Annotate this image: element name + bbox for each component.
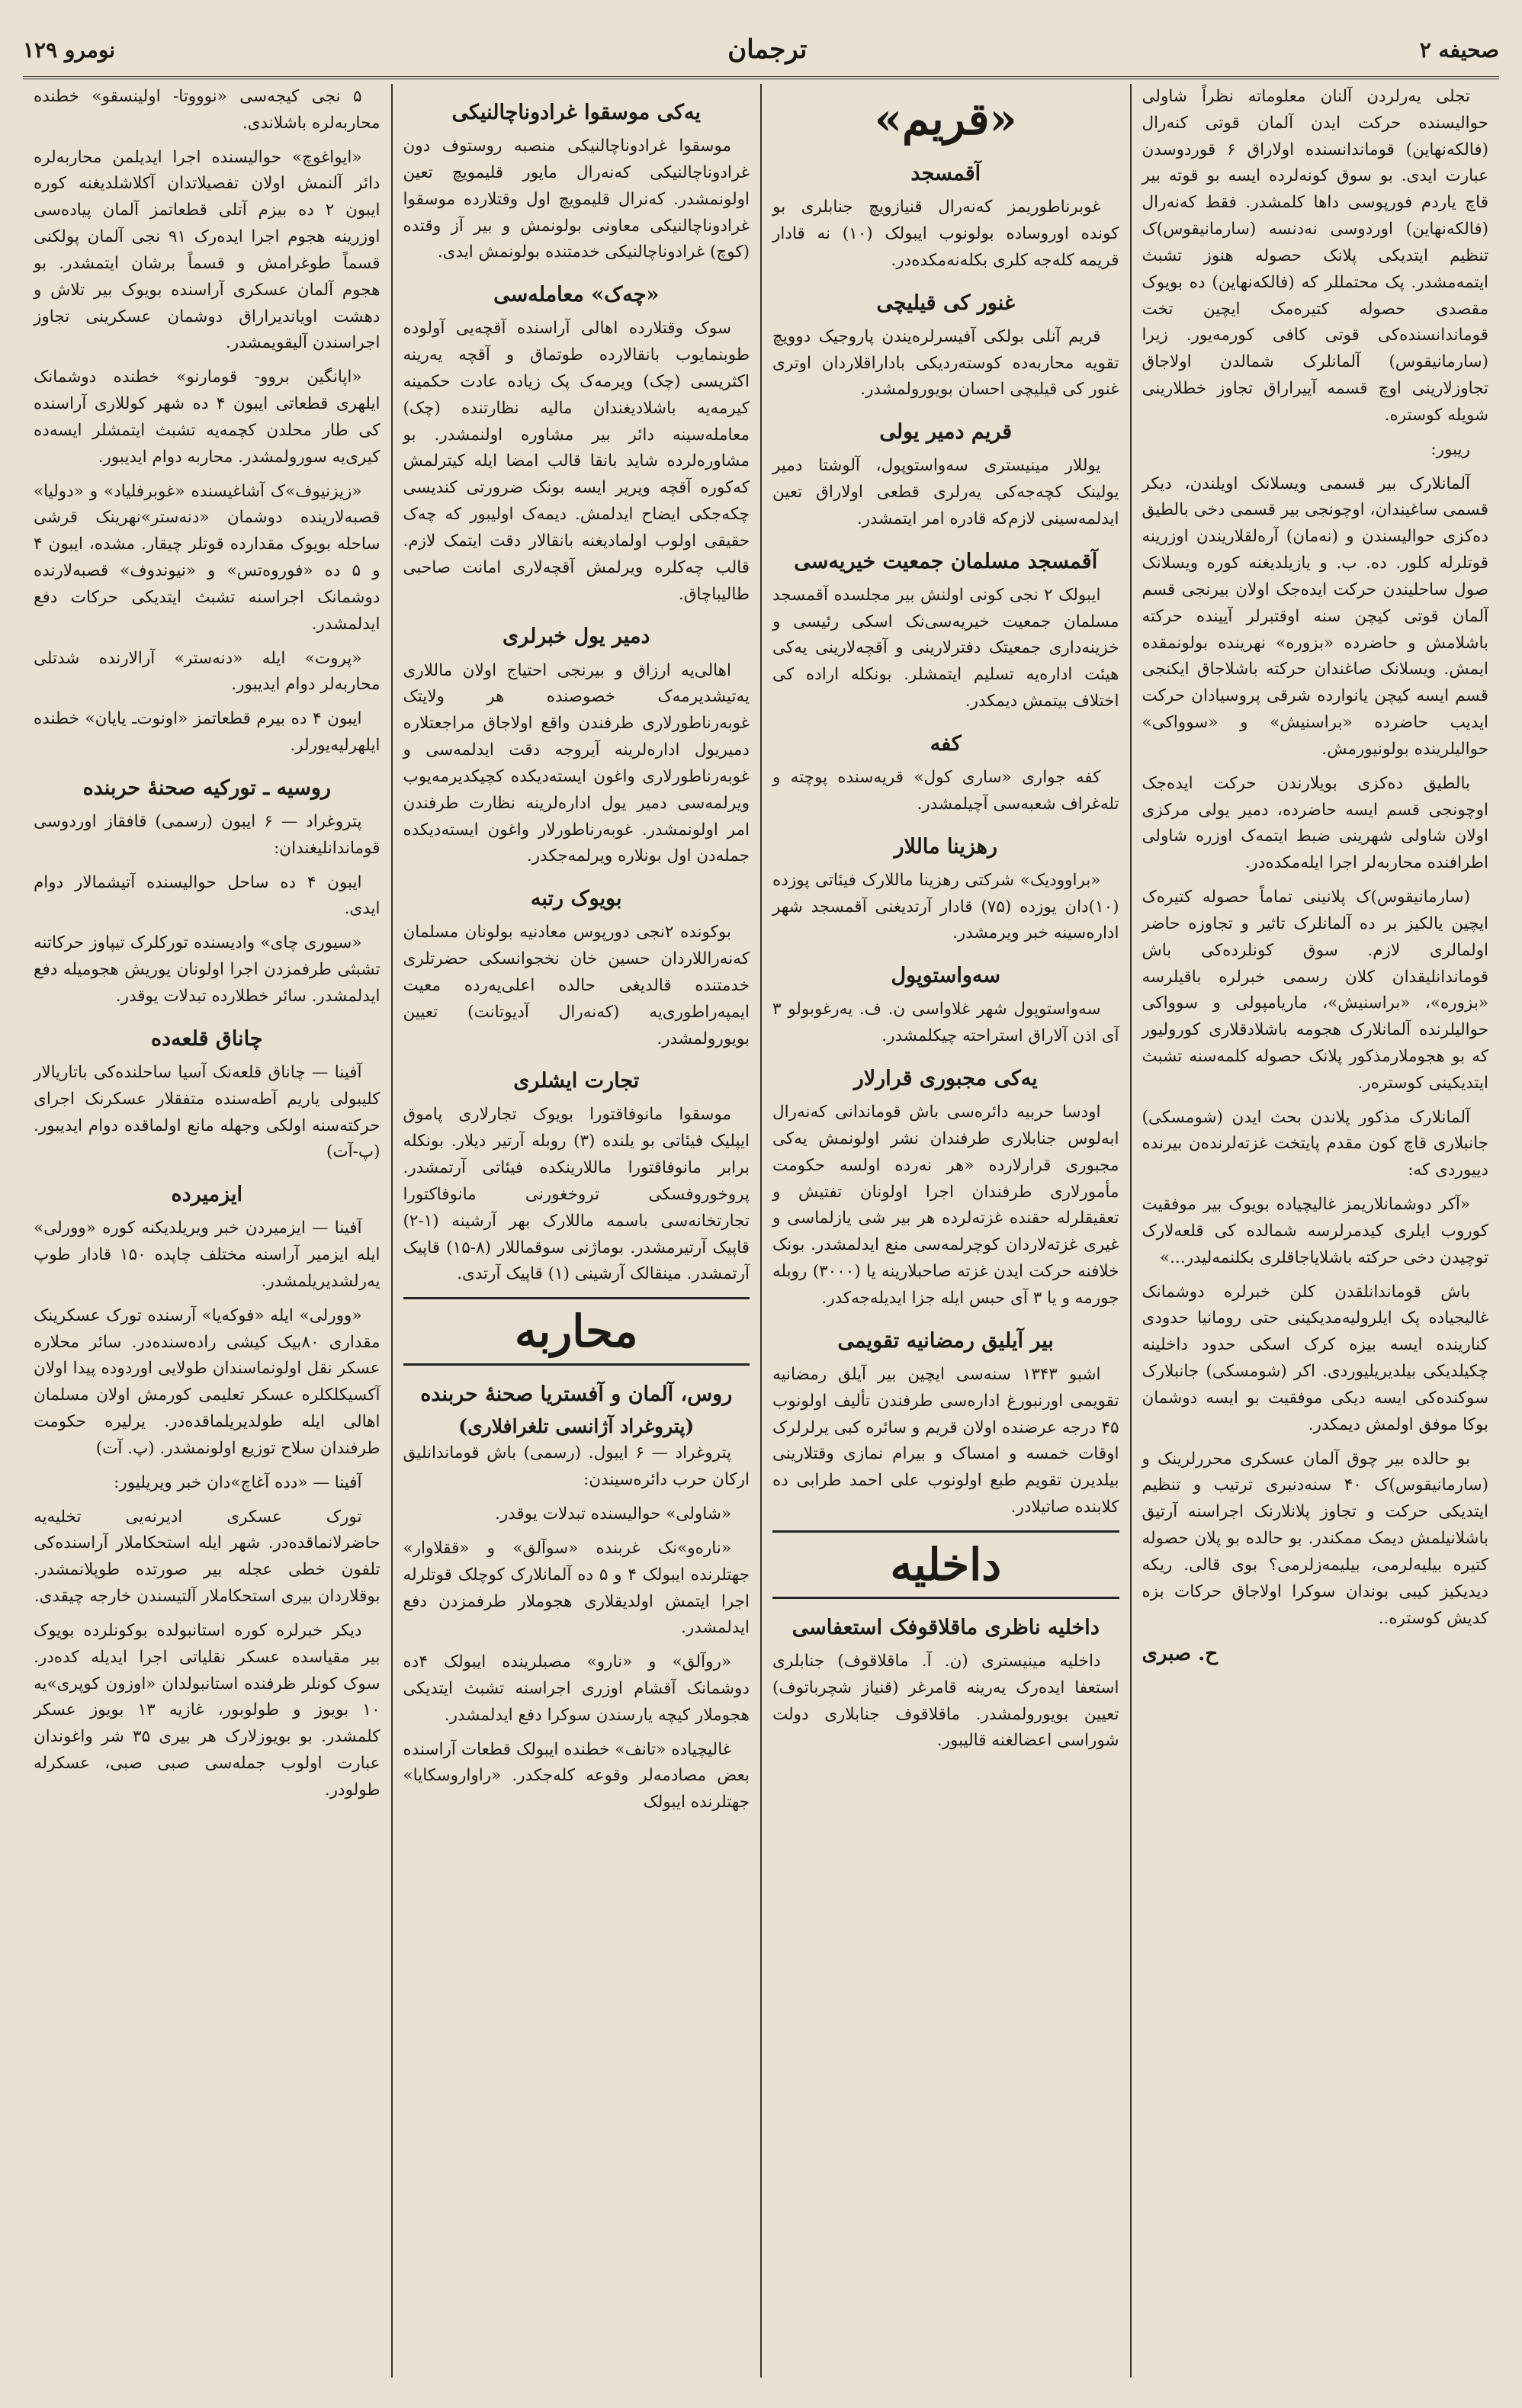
paragraph: بالطیق ده‌کزی بویلارندن حرکت ایده‌جک اوچونجی قسم ایسه حاضرده، دمیر یولی مرکزی اولان شاولی شهرینی ضبط ایتمه‌ک اوزره شاولی اطرافنده محاربه‌لر اجرا ایله‌مکده‌در. — [1142, 773, 1488, 873]
paragraph: ایبون ۴ ده ساحل حوالیسنده آتیشمالار دوام ایدی. — [34, 872, 380, 919]
article-heading: بویوک رتبه — [530, 887, 622, 911]
paragraph: آلمانلارک بیر قسمی ویسلانک اویلندن، دیکر قسمی ساغیندان، اوچونجی بیر قسمی دخی بالطیق ده‌کزی حوالیسندن و (نه‌مان) آره‌لقلاریندن اوزرینه قوتلرله کلور. ده. ب. و یازیلدیغنه کوره ویسلانک صول ساحلیندن حرکت ایده‌جک اولان بیرنجی قسم آلمان قوتی کیچن سنه اوقتبرلر آیینده حرکته باشلامش و حاضرده «بزوره» نهرینده بولونمقده ایمش. ویسلانک صاغندان حرکته باشلاجاق ایکنجی قسم ایسه کیچن یانوارده شرقی پروسیادان حرکت ایدیب حاضرده «براسنیش» و «سوواکی» حوالیلرینده بولونیورمش. — [1142, 474, 1488, 759]
paragraph: موسقوا مانوفاقتورا بویوک تجارلاری پاموق ایپلیک فیئاتی بو یلنده (۳) روبله آرتیر دیلار. بونکله برابر مانوفاقتورا ماللارینکده فیئاتی آرتمشدر. پروخوروفسکی تروخغورنی مانوفاکتورا تجارتخانه‌سی باسمه ماللارک بهر آرشینه (۱-۲) قاپیک آرتیرمشدر. بوماژنی سوقماللار (۸-۱۵) قاپیک آرتمشدر. مینقالک آرشینی (۱) قاپیک آرتدی. — [403, 1105, 750, 1284]
paragraph: قریم آنلی بولکی آفیسرلره‌یندن پاروجیک دوویچ تقویه محاربه‌ده کوسته‌ردیکی باداراقلاردان اوتری غنور کی قیلیچی احسان بویورولمشدر. — [772, 326, 1119, 400]
article-subheading: (پتروغراد آژانسی تلغرافلاری) — [458, 1415, 695, 1438]
paragraph: پتروغراد — ۶ ایبول. (رسمی) باش قوماندانلیق ارکان حرب دائره‌سیندن: — [403, 1443, 750, 1490]
crimea-section-title: «قریم» — [874, 93, 1017, 145]
paragraph: آفینا — چاناق قلعه‌نک آسیا ساحلنده‌کی باتاریالار کلیبولی یاریم آطه‌سنده متفقلار عسکرنک اجرای حرکته‌سنه اولکی وجهله مانع اولماقده دوام ایدیبور. (پ-آت) — [34, 1062, 380, 1162]
paragraph: ایبولک ۲ نجی کونی اولنش بیر مجلسده آقمسجد مسلمان جمعیت خیریه‌سی‌نک اسکی رئیسی و خزینه‌داری جمعیتک دفترلارینی و آقچه‌لارینی یه‌کی هیئت اداره‌یه تسلیم ایتمشلر. بونکله اراده کی اختلاف بیتمش دیمکدر. — [772, 585, 1119, 711]
paragraph: ریبور: — [1430, 439, 1470, 459]
column-3 — [391, 84, 761, 2377]
paragraph: کفه جواری «ساری کول» قریه‌سنده پوچته و تله‌غراف شعبه‌سی آچیلمشدر. — [772, 768, 1119, 814]
article-body — [403, 133, 750, 266]
article-body — [772, 324, 1119, 403]
paragraph: «زیزنیوف»ک آشاغیسنده «غوبرفلیاد» و «دوليا» قصبه‌لارینده دوشمان «دنه‌ستر»نهرینک قرشی ساحله بویوک مقدارده قوتلر چیقار. مشده، ایبون ۴ و ۵ ده «فوروه‌تس» و «نیوندوف» قصبه‌لارنده دوشمانک اجراسنه تشبث ایتدیکی حرکات دفع ایدلمشدر. — [34, 481, 380, 634]
paragraph: اهالی‌یه ارزاق و بیرنجی احتیاج اولان ماللاری یه‌تیشدیرمه‌ک خصوصنده هر ولایتک غوبه‌رناطورلاری طرفندن واقع اولاجاق مراجعتلاره دمیریول اداره‌لرینه آیروجه دقت ایدلمه‌سی و غوبه‌رناطورلاری واغون ایسته‌دیکده کچیکدیرمه‌یوب ویرلمه‌سی دمیر یول اداره‌لرینه نظارت طرفندن امر اولونمشدر. غوبه‌رناطورلار واغون ایسته‌دیکده جمله‌دن اول بونلاره ویرلمه‌جکدر. — [403, 660, 750, 866]
article-body — [34, 1215, 380, 1803]
paragraph: «اپانگین بروو- قومارنو» خطنده دوشمانک ایلهری قطعاتی ایبون ۴ ده شهر کوللاری آراسنده کی طار محلدن کچمه‌یه تشبث ایتمشلر ایسه‌ده کیری‌یه سورولمشدر. محاربه دوام ایدیبور. — [34, 368, 380, 467]
col1-body — [1142, 84, 1489, 1632]
article-body — [403, 658, 750, 871]
article-body — [772, 1649, 1119, 1755]
article-body — [34, 1060, 380, 1166]
paragraph: غوبرناطوریمز که‌نه‌رال قنیازویچ جنابلری بو کونده اوروساده بولونوب ایبولک (۱۰) نه قادار قریمه کله‌جه کلری بکله‌نه‌مکده‌در. — [772, 197, 1119, 270]
paragraph: «سیوری چای» وادیسنده تورکلرک تیپاوز حرکاتنه تشبثی طرفمزدن اجرا اولونان یوریش هجومیله دفع ایدلمشدر. سائر خطلارده تبدلات یوقدر. — [34, 933, 380, 1006]
article-body — [34, 809, 380, 1010]
author-signature: ح. صبری — [1142, 1642, 1219, 1666]
paragraph: آفینا — «دده آغاچ»دان خبر ویریلیور: — [114, 1472, 362, 1492]
paragraph: اودسا حربیه دائره‌سی باش قوماندانی که‌نه‌رال ابه‌لوس جنابلاری طرفندان نشر اولونمش یه‌کی مجبوری قرارلارده «هر نه‌رده اولسه حکومت مأمورلاری طرفندان اجرا اولونان تفتیش و تعقیقلرله حقنده غزته‌لرده هر بیر شی یازلماسی و غیری غزته‌لاردان کوچرلمه‌سی منع ایدلمشدر. بونک خلافنه حرکت ایدن غزته صاحبلارینه یا (۳۰۰۰) روبله جورمه و یا ۳ آی حبس ایله جزا ایدیله‌جه‌کدر. — [772, 1103, 1119, 1308]
article-body — [34, 84, 380, 759]
paragraph: بوکونده ۲نجی دورپوس معادنیه بولونان مسلمان که‌نه‌راللاردان حسین خان نخجوانسکی حضرتلری خدمتنده قالدیغی حالده اعلی‌یه‌رده معیت ایمپه‌راطوری‌یه (که‌نه‌رال آدیوتانت) تعیین بویورولمشدر. — [403, 923, 750, 1048]
article-heading: تجارت ایشلری — [513, 1069, 640, 1093]
article-heading: کفه — [930, 731, 962, 756]
article-heading: غنور کی قیلیچی — [876, 291, 1015, 315]
article-body — [772, 997, 1119, 1050]
article-heading: روسیه ـ تورکیه صحنهٔ حربنده — [82, 775, 331, 800]
paragraph: «پروت» ایله «دنه‌ستر» آرالارنده شدتلی محاربه‌لر دوام ایدیبور. — [34, 648, 380, 695]
paragraph: ایبون ۴ ده بیرم قطعاتمز «اونوت‌ـ یایان» خطنده ایلهرلیه‌یورلر. — [34, 709, 380, 756]
article-heading: سه‌واستوپول — [891, 964, 1000, 988]
paragraph: (سارمانیقوس)ک پلانینی تماماً حصوله کتیره‌ک ایچین یالکیز بر ده آلمانلرک تاثیر و تجاوزه حاضر اولمالری لازم. سوق کونلرده‌کی باش قوماندانلیقدان کلان رسمی خبرلره باقیلرسه «بزوره»، «براسنیش»، ماریامپولی و سوواکی حوالیلرنده آلمانلارک هجومه باشلادقلاری کورولیور که بو هجوملارمذکور پلانک حصوله کلمه‌سنه تشبث ایتدیکینی کوستره‌ر. — [1142, 888, 1488, 1093]
paragraph: اشبو ۱۳۴۳ سنه‌سی ایچین بیر آیلق رمضانیه تقویمی اورنبورغ اداره‌سی طرفندن تألیف اولونوب ۴۵ درجه عرضنده اولان قریم و سائره کبی یرلرلرک اوقات خمسه و امساک و بیرام نمازی وقتلارینی بیلدیرن تقویم طبع اولونوب علی احمد طرابی ده کلابنده صاتیلادر. — [772, 1364, 1119, 1517]
paragraph: موسقوا غرادوناچالنیکی منصبه روستوف دون غرادوناچالنیکی که‌نه‌رال مایور قلیمویچ تعین اولونمشدر. که‌نرال قلیمویچ اول وقتلارده موسقوا غرادوناچالنیکی معاونی بولونمش و بیر آز وقتده (کوچ) غرادوناچالنیکی خدمتنده بولونمش ایدی. — [403, 136, 750, 262]
article-body — [772, 194, 1119, 274]
article-body — [403, 1102, 750, 1288]
article-heading: آقمسجد — [910, 162, 981, 185]
paragraph: دیکر خبرلره کوره استانبولده بوکونلرده بویوک بیر مقیاسده عسکر نقلیاتی اجرا ایدیله کده‌در. سوک کونلر ظرفنده استانبولدان «اوزون کوپری»یه ۱۰ بویوز و طولوبور، غازیه ۱۳ بویوز عسکر کلمشدر. بو بویوزلارک هر بیری ۳۵ شر واغوندان عبارت اولوب جمله‌سی صبی صبی، عسکرله طولودر. — [34, 1620, 380, 1800]
article-heading: چاناق قلعه‌ده — [150, 1026, 263, 1051]
article-body — [772, 868, 1119, 947]
masthead — [23, 23, 1499, 79]
column-2 — [760, 84, 1130, 2377]
paragraph: «ناره‌و»نک غربنده «سوآلق» و «ققلاوار» جهتلرنده ایبولک ۴ و ۵ ده آلمانلارک کوچلک قوتلرله اجرا ایتمش اولدیقلاری هجوملار طرفمزدن دفع ایدلمشدر. — [403, 1538, 750, 1638]
article-heading: رهزینا ماللار — [894, 834, 998, 859]
paragraph: «روآلق» و «نارو» مصبلرینده ایبولک ۴ده دوشمانک آقشام اوزری اجراسنه تشبث ایتدیکی هجوملار کیچه یارسندن سوکرا دفع ایدلمشدر. — [403, 1652, 750, 1725]
paragraph: سوک وقتلارده اهالی آراسنده آقچه‌یی آولوده طوبنمایوب بانقالارده طوتماق و آقچه یه‌رینه اکثریسی (چک) ویرمه‌ک پک زیاده عادت حکمینه کیرمه‌یه باشلادیغندان مالیه نظارتنده (چک) معامله‌سینه دائر بیر مشاوره اولنمشدر. بو مشاوره‌لرده شاید بانقا قالب امضا ایله کیترلمش که‌کوره آقچه ویریر ایسه بونک ضرورتی کندیسی چکه‌جکی ایضاح ایدلمش. دیمه‌ک اولیبور که چه‌ک حقیقی اولوب اولمادیغنه بانقالار دقت ایتمک لازم. قالب چه‌کلره ویرلمش آقچه‌لاری امانت صاحبی طالیباچاق. — [403, 319, 750, 604]
article-body — [403, 1440, 750, 1816]
paragraph: «ایواغوچ» حوالیسنده اجرا ایدیلمن محاربه‌لره دائر آلنمش اولان تفصیلاتدان آکلاشلدیغنه کوره ایبون ۲ ده بیزم آتلی قطعاتمز آلمان پیاده‌سی اوزرینه هجوم اجرا ایده‌رک ۹۱ نجی آلمان پولکنی قسماً طوغرامش و قسماً برشان ایتمشدر. بو هجوم آلمان عسکری آراسنده بویوک بیر تلاش و دهشت اویاندیراراق دوشمان عسکرینی تجاوز اجراسندن آلیقویمشدر. — [34, 147, 380, 353]
columns — [23, 84, 1499, 2377]
paragraph: «شاولی» حوالیسنده تبدلات یوقدر. — [495, 1504, 731, 1524]
article-body — [772, 453, 1119, 532]
paragraph: آفینا — ایزمیردن خبر ویریلدیکنه کوره «وورلی» ایله ایزمیر آراسنه مختلف چاپده ۱۵۰ قادار طوپ یه‌رلشدیریلمشدر. — [34, 1218, 380, 1291]
paragraph: سه‌واستوپول شهر غلاواسی ن. ف. یه‌رغوبولو ۳ آی اذن آلاراق استراحته چیکلمشدر. — [772, 1000, 1119, 1046]
column-4 — [23, 84, 391, 2377]
paragraph: آلمانلارک مذکور پلاندن بحث ایدن (شومسکی) جانبلاری قاچ کون مقدم پایتخت غزته‌لرنده‌ن بیرنده دییوردی که: — [1142, 1107, 1488, 1180]
article-heading: قریم دمیر یولی — [879, 420, 1013, 445]
article-body — [772, 1100, 1119, 1312]
paragraph: «براوودیک» شرکتی رهزینا ماللارک فیئاتی پوزده (۱۰)دان یوزده (۷۵) قادار آرتدیغنی آقمسجد شهر اداره‌سینه خبر ویرمشدر. — [772, 870, 1119, 943]
article-body — [403, 920, 750, 1052]
article-heading: یه‌کی موسقوا غرادوناچالنیکی — [451, 101, 701, 124]
article-body — [403, 316, 750, 608]
paragraph: «وورلی» ایله «فوکه‌یا» آرسنده تورک عسکرینک مقداری ۸۰بیک کیشی راده‌سنده‌در. سائر محلاره عسکر نقل اولونماسندان طولایی اوردوده پیدا اولان آکسیکلکلره عسکر تعلیمی کورمش اولان مسلمان اهالی ایله طولدیریلماقده‌در. یرلیره حکومت طرفندان سلاح توزیع اولونمشدر. (پ. آت) — [34, 1305, 380, 1458]
article-body — [772, 583, 1119, 715]
article-heading: «چه‌ک» معامله‌سی — [493, 283, 660, 307]
paragraph: ۵ نجی کیجه‌سی «نوووتا- اولینسقو» خطنده محاربه‌لره باشلاندی. — [34, 87, 380, 133]
paragraph: باش قوماندانلقدن کلن خبرلره دوشمانک غالیجیاده پک ایلرولیه‌مدیکینی حتی رومانیا حدودی کنارینده ایسه بیزه کرک اسکی حدود داخلینه چکیلدیکی بیلدیریلیوردی. اکر (شومسکی) جانبلارک سوکنده‌کی ایسه دیکی موفقیت بو ایسه دوشمان بوکا موفق اولمش دیمکدر. — [1142, 1282, 1488, 1434]
war-section-title: محاربه — [403, 1297, 750, 1366]
paragraph: پتروغراد — ۶ ایبون (رسمی) قافقاز اوردوسی قوماندانلیغندان: — [34, 811, 380, 858]
article-heading: بیر آیلیق رمضانیه تقویمی — [837, 1328, 1054, 1353]
paragraph: یوللار مینیستری سه‌واستوپول، آلوشتا دمیر یولینک کچه‌جه‌کی یه‌رلری قطعی اولاراق تعین ایدلمه‌سینی لازم‌که قادره امر ایتمشدر. — [772, 456, 1119, 528]
article-heading: یه‌کی مجبوری قرارلار — [853, 1067, 1038, 1091]
page-number-label: صحیفه ۲ — [1419, 37, 1499, 63]
paragraph: داخلیه مینیستری (ن. آ. ماقلاقوف) جنابلری استعفا ایده‌رک یه‌رینه قامرغر (قنیاز شچرباتوف) تعیین بویورولمشدر. ماقلاقوف جنابلاری دولت شوراسی اعضالغنه قالیبور. — [772, 1651, 1119, 1751]
article-heading: داخلیه ناظری ماقلاقوفک استعفاسی — [792, 1615, 1100, 1639]
issue-number-label: نومرو ۱۲۹ — [23, 37, 116, 63]
newspaper-title: ترجمان — [727, 34, 808, 65]
paragraph: تورک عسکری ادیرنه‌یی تخلیه‌یه حاضرلانماقده‌در. شهر ایله استحکاملار آراسنده‌کی تلفون خطی عجله بیر صورتده طوپلانمشدر. بوقلاردان بیری استحکاملار آلتیسندن خارجه چیقدی. — [34, 1507, 380, 1607]
article-heading: ایزمیرده — [171, 1183, 243, 1207]
paragraph: تجلی یه‌رلردن آلنان معلوماته نظراً شاولی حوالیسنده حرکت ایدن آلمان قوتی کنه‌رال (فالکه‌نهاین) قوماندانسنده اولاراق ۶ قوردوسدن عبارت ایدی. بو سوق کونه‌لرده ایسه بو قوته بیر قاچ یاردم فورپوسی داها کلمشدر. فقط که‌نه‌رال (فالکه‌نهاین) اوردوسی نه‌دنسه (سارمانیقوس)ک تنظیم ایتدیکی پلانک حصوله هنوز تشبث ایتمه‌مشدر. پک محتمللر که (فالکه‌نهاین) ده بویوک مقصدی حصوله کتیره‌مک ایچین تخت قوماندانسنده‌کی قوتی کافی کورمه‌یور. زیرا (سارمانیقوس) آلمانلرک شمالدن اولاجاق تجاوزلارینی اوچ قسمه آییراراق تجاوز خطلارینی شویله کوستره. — [1142, 87, 1488, 425]
paragraph: غالیچیاده «تانف» خطنده ایبولک قطعات آراسنده بعض مصادمه‌لر وقوعه کله‌جکدر. «راواروسکایا» جهتلرنده ایبولک — [403, 1739, 750, 1812]
article-heading: آقمسجد مسلمان جمعیت خیریه‌سی — [794, 549, 1098, 573]
interior-section-title: داخلیه — [772, 1530, 1119, 1599]
paragraph: بو حالده بیر چوق آلمان عسکری محررلرینک و (سارمانیقوس)ک ۴۰ سنه‌دنبری ترتیب و تنظیم ایتدیکی حرکت و تجاوز پلانلارنک اجراسنه آرتیق باشلانیلمش دیمک ممکندر. بو حالده بو پلان حصوله کتیره بیلیه‌لرمی، بیلیمه‌زلرمی؟ بوی قالی. ریکه دیدیکیز کیبی بوندان سوکرا اولاجاق حرکات بزه کدیش کوستره.. — [1142, 1449, 1488, 1628]
article-body — [772, 1362, 1119, 1521]
paragraph: «آکر دوشمانلاریمز غالیچیاده بویوک بیر موفقیت کوروب ایلری کیدمرلرسه شمالده کی قلعه‌لارک توچیدن دخی حرکته باشلایاجاقلری بکلنمه‌لیدر...» — [1142, 1195, 1488, 1267]
column-1 — [1130, 84, 1500, 2377]
article-heading: دمیر یول خبرلری — [503, 624, 650, 649]
article-heading: روس، آلمان و آفستریا صحنهٔ حربنده — [420, 1382, 733, 1407]
article-body — [772, 765, 1119, 818]
